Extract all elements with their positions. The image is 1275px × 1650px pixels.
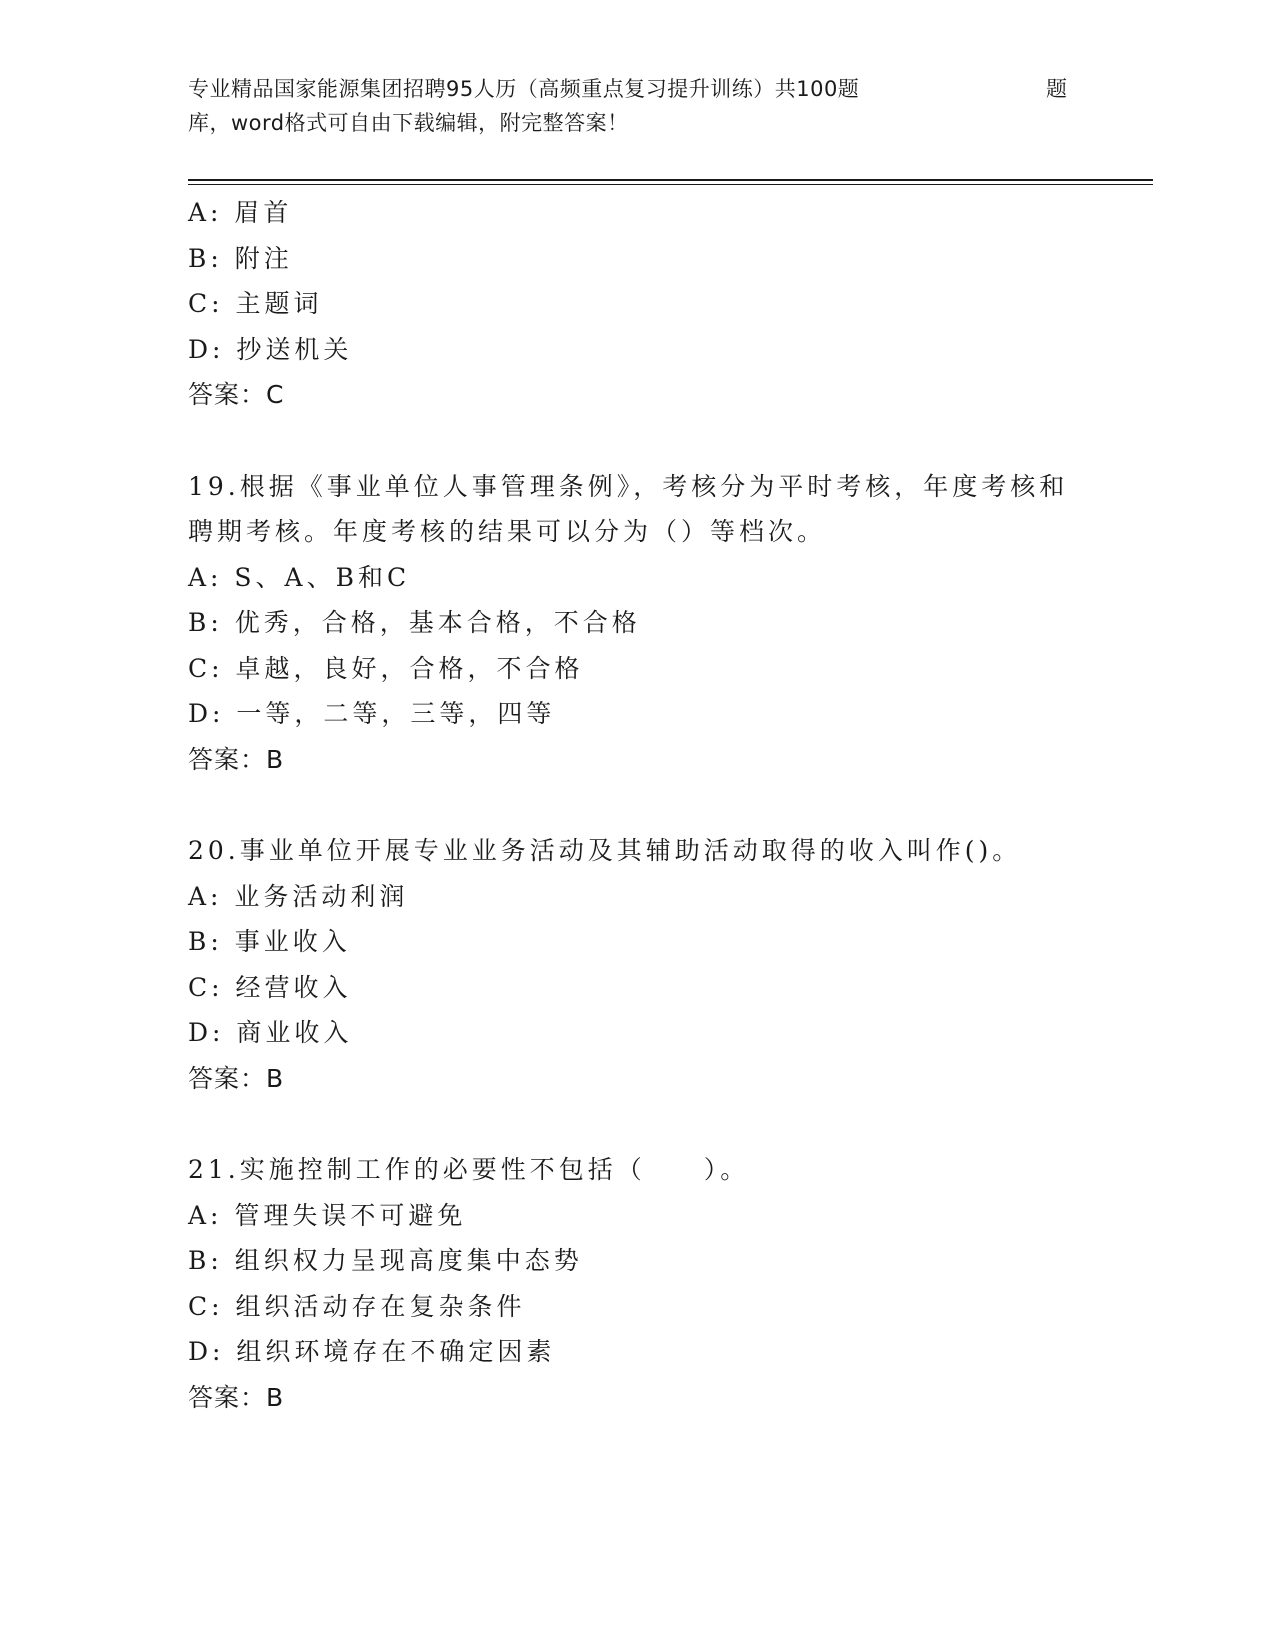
question-block-prev (188, 190, 1128, 418)
question-block-20 (188, 828, 1128, 1101)
option-c: C: 卓越，良好，合格，不合格 (188, 653, 584, 683)
header-line-2: 库，word格式可自由下载编辑，附完整答案！ (188, 111, 629, 135)
option-a: A: S、A、B和C (188, 562, 411, 592)
answer: 答案：B (188, 1063, 285, 1093)
header-line-1-tail: 题 (1046, 77, 1068, 101)
answer: 答案：C (188, 380, 285, 409)
header-divider-thick (188, 179, 1153, 181)
answer: 答案：B (188, 1382, 285, 1412)
question-text-line: 20.事业单位开展专业业务活动及其辅助活动取得的收入叫作()。 (188, 836, 1022, 865)
option-d: D: 抄送机关 (188, 334, 353, 364)
question-text-line: 19.根据《事业单位人事管理条例》，考核分为平时考核，年度考核和 (188, 471, 1069, 501)
question-block-19 (188, 464, 1128, 783)
option-c: C: 主题词 (188, 289, 323, 318)
answer: 答案：B (188, 744, 285, 774)
document-body (188, 190, 1128, 1420)
option-d: D: 组织环境存在不确定因素 (188, 1337, 556, 1366)
option-a: A: 管理失误不可避免 (188, 1200, 467, 1230)
option-b: B: 附注 (188, 243, 293, 273)
header-line-1: 专业精品国家能源集团招聘95人历（高频重点复习提升训练）共100题 (188, 77, 860, 101)
option-b: B: 事业收入 (188, 927, 351, 956)
option-a: A: 眉首 (188, 198, 293, 227)
option-c: C: 组织活动存在复杂条件 (188, 1291, 526, 1321)
option-b: B: 组织权力呈现高度集中态势 (188, 1246, 583, 1275)
header-divider-thin (188, 184, 1153, 185)
option-d: D: 商业收入 (188, 1018, 353, 1047)
option-a: A: 业务活动利润 (188, 881, 409, 911)
question-text-line: 21.实施控制工作的必要性不包括（ ）。 (188, 1155, 750, 1184)
question-block-21 (188, 1147, 1128, 1420)
option-b: B: 优秀，合格，基本合格，不合格 (188, 608, 641, 637)
option-d: D: 一等，二等，三等，四等 (188, 699, 556, 728)
option-c: C: 经营收入 (188, 972, 352, 1002)
document-header (188, 72, 1088, 140)
question-text-line: 聘期考核。年度考核的结果可以分为（）等档次。 (188, 517, 827, 546)
